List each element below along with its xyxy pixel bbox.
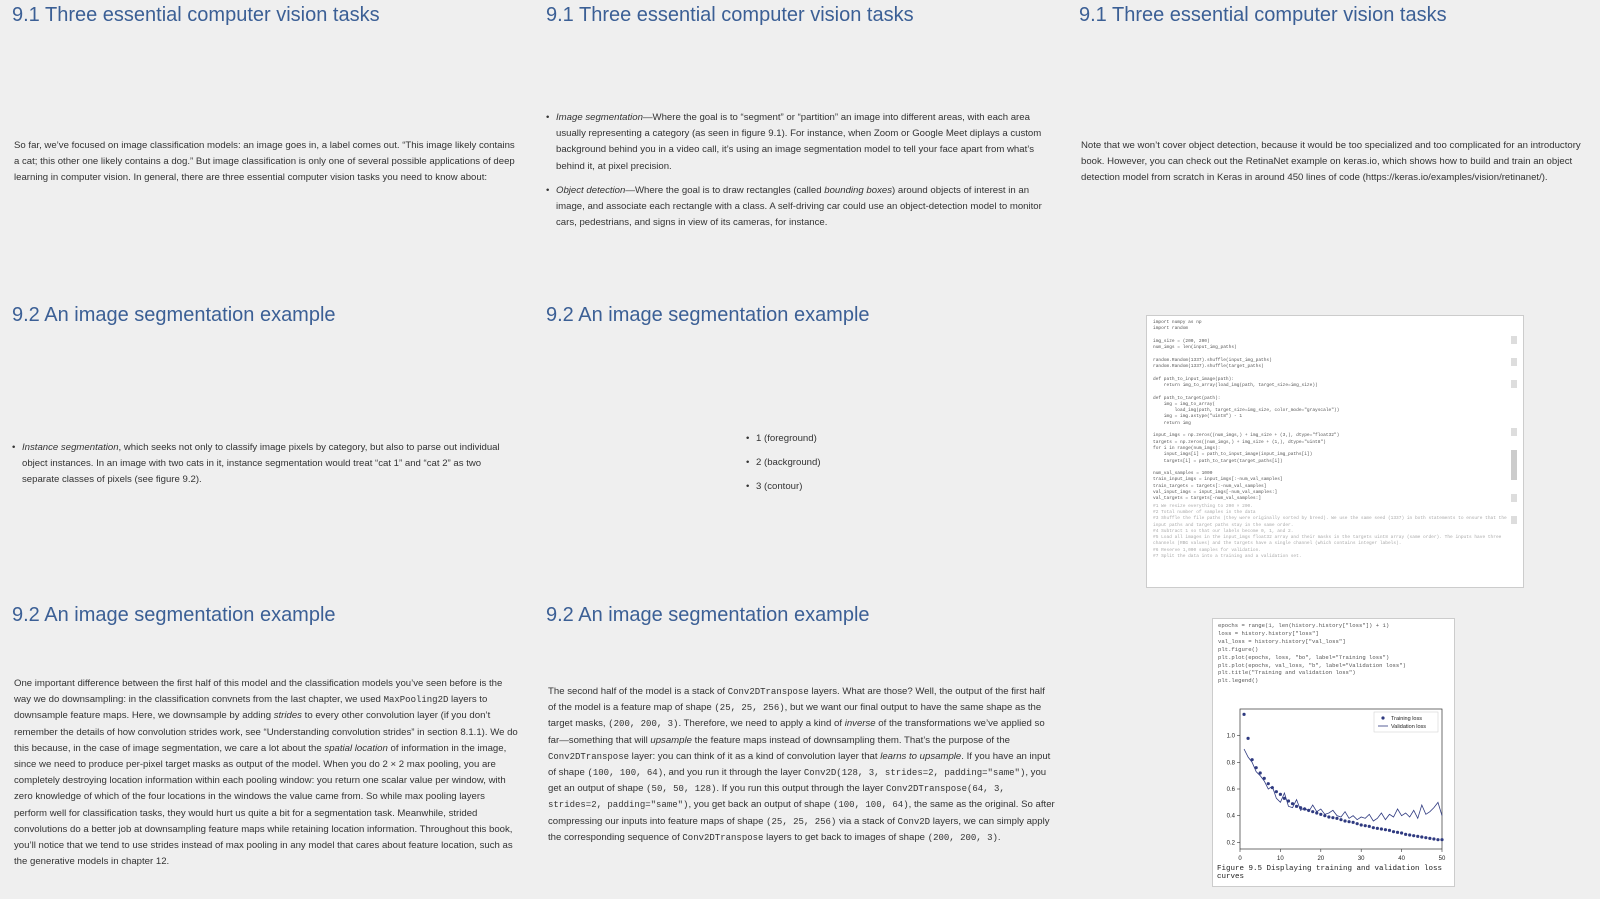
code-and-plot-screenshot	[1212, 618, 1455, 887]
inline-code: (200, 200, 3)	[927, 832, 998, 843]
training-loss-point	[1392, 830, 1395, 833]
label-item: • 3 (contour)	[746, 479, 821, 495]
training-loss-point	[1360, 823, 1363, 826]
training-loss-point	[1432, 837, 1435, 840]
label-item: • 1 (foreground)	[746, 431, 821, 447]
training-loss-point	[1424, 836, 1427, 839]
x-tick-label: 40	[1398, 856, 1405, 862]
training-loss-point	[1319, 813, 1322, 816]
bullet-term: Object detection	[556, 184, 626, 196]
bullet-term: Image segmentation	[556, 112, 643, 123]
marker	[1511, 450, 1517, 480]
annotation-markers	[1511, 336, 1519, 538]
slide-r0c1	[534, 0, 1067, 299]
code-annotations: #1 We resize everything to 200 × 200. #2 Total number of samples in the data #3 Shuffle the file paths (they were originally sorted by breed). We use the same seed (1337) in both statements to ensure that the input paths and target paths stay in the same order. #4 Subtract 1 so that our labels become 0, 1, and 2. #5 Load all images in the input_imgs float32 array and their masks in the targets uint8 array (same order). The inputs have three channels (RBG values) and the targets have a single channel (which contains integer labels). #6 Reserve 1,000 samples for validation. #7 Split the data into a training and a validation set.	[1153, 503, 1507, 559]
text-run: . Therefore, we need to apply a kind of	[678, 718, 845, 730]
training-loss-point	[1376, 827, 1379, 830]
text-run: .	[997, 831, 1001, 843]
training-loss-point	[1380, 827, 1383, 830]
emphasis: spatial location	[324, 742, 388, 754]
training-loss-point	[1267, 782, 1270, 785]
training-loss-point	[1347, 820, 1350, 823]
slide-r2c0	[0, 600, 533, 899]
marker	[1511, 358, 1517, 366]
legend-label: Training loss	[1391, 716, 1422, 722]
training-loss-point	[1295, 805, 1298, 808]
inline-code: Conv2DTranspose	[682, 832, 764, 843]
training-loss-point	[1388, 829, 1391, 832]
training-loss-point	[1356, 822, 1359, 825]
text-run: layers, we can simply apply the corresponding sequence of	[548, 815, 1050, 843]
slide-r2c2	[1067, 600, 1600, 899]
training-loss-point	[1404, 833, 1407, 836]
bullet-list	[12, 440, 519, 489]
training-loss-point	[1428, 837, 1431, 840]
slide-paragraph: Note that we won’t cover object detection, because it would be too specialized and too complicated for an introductory book. However, you can check out the RetinaNet example on keras.io, which shows how to build and train an object detection model from scratch in Keras in around 450 lines of code (https://keras.io/examples/vision/retinanet/).	[1081, 140, 1581, 184]
slide-title: 9.1 Three essential computer vision tasks	[1079, 4, 1447, 26]
label-list	[746, 431, 821, 496]
inline-code: Conv2D(128, 3, strides=2, padding="same")	[803, 768, 1026, 779]
figure-caption: Figure 9.5 Displaying training and validation loss curves	[1217, 865, 1443, 882]
text-run: . If you run this output through the layer	[716, 783, 886, 795]
slide-title: 9.1 Three essential computer vision tasks	[12, 4, 380, 26]
slide-r0c2	[1067, 0, 1600, 299]
text-run: layers to get back to images of shape	[763, 831, 928, 843]
slide-paragraph	[548, 684, 1055, 846]
training-loss-point	[1408, 833, 1411, 836]
bullet-instance-segmentation	[12, 440, 519, 489]
x-tick-label: 20	[1317, 856, 1325, 862]
inline-code: (100, 100, 64)	[587, 768, 664, 779]
inline-code: (200, 200, 3)	[608, 719, 679, 730]
slide-title: 9.2 An image segmentation example	[546, 604, 870, 626]
bullet-object-detection	[546, 183, 1053, 232]
code-block: epochs = range(1, len(history.history["loss"]) + 1) loss = history.history["loss"] val_loss = history.history["val_loss"] plt.figure() plt.plot(epochs, loss, "bo", label="Training loss") plt.plot(epochs, val_loss, "b", label="Validation loss") plt.title("Training and validation loss") plt.legend()	[1218, 622, 1406, 685]
slide-title: 9.2 An image segmentation example	[12, 604, 336, 626]
training-loss-point	[1436, 838, 1439, 841]
legend-label: Validation loss	[1391, 724, 1427, 730]
slide-r1c1	[534, 300, 1067, 599]
y-tick-label: 0.8	[1226, 760, 1235, 767]
emphasis: inverse	[844, 718, 876, 730]
x-tick-label: 50	[1438, 856, 1446, 862]
text-run: the feature maps instead of downsampling them. That’s the purpose of the	[691, 734, 1011, 746]
training-loss-point	[1343, 819, 1346, 822]
training-loss-point	[1400, 831, 1403, 834]
text-run: , the same as the original. So after compressing our inputs into feature maps of shape	[548, 799, 1055, 827]
inline-code: (100, 100, 64)	[832, 800, 909, 811]
marker	[1511, 428, 1517, 436]
inline-code: (50, 50, 128)	[646, 784, 717, 795]
inline-code: Conv2D	[897, 816, 931, 827]
training-loss-point	[1242, 713, 1245, 716]
label-item: • 2 (background)	[746, 455, 821, 471]
marker	[1511, 380, 1517, 388]
training-loss-point	[1420, 835, 1423, 838]
y-tick-label: 1.0	[1226, 733, 1235, 740]
text-run: , you get an output of shape	[548, 767, 1047, 795]
text-run: of information in the image, since we need to produce per-pixel target masks as output of the model. When you do 2 × 2 max pooling, you are completely destroying location information within each pooling window: you return one scalar value per window, with zero knowledge of which of the four locations in the windows the value came from. So while max pooling layers perform well for classification tasks, they would hurt us quite a bit for a segmentation task. Meanwhile, strided convolutions do a better job at downsampling feature maps while retaining location information. Throughout this book, you’ll notice that we tend to use strides instead of max pooling in any model that cares about feature location, such as the generative models in chapter 12.	[14, 742, 513, 868]
bullet-text: —Where the goal is to draw rectangles (called	[625, 184, 825, 196]
text-run: via a stack of	[836, 815, 898, 827]
inline-code: MaxPooling2D	[383, 695, 449, 706]
text-run: layers to downsample feature maps. Here, we downsample by adding	[14, 694, 488, 722]
bullet-text: —Where the goal is to “segment” or “partition” an image into different areas, with each area usually representing a category (as seen in figure 9.1). For instance, when Zoom or Google Meet diplays a custom background behind you in a video call, it’s using an image segmentation model to tell your face apart from what’s behind it, at pixel precision.	[556, 112, 1042, 172]
bullet-list	[546, 110, 1053, 231]
emphasis: upsample	[650, 734, 692, 746]
training-loss-point	[1368, 825, 1371, 828]
inline-code: Conv2DTranspose	[727, 687, 809, 697]
training-loss-point	[1327, 815, 1330, 818]
training-loss-point	[1412, 834, 1415, 837]
text-run: One important difference between the first half of this model and the classification models you’ve seen before is the way we do downsampling: in the classification convnets from the last chapter, we used	[14, 678, 503, 706]
x-tick-label: 10	[1277, 856, 1284, 862]
y-tick-label: 0.6	[1226, 787, 1235, 793]
text-run: , you get back an output of shape	[688, 799, 833, 811]
bullet-term: Instance segmentation	[22, 442, 119, 453]
text-run: The second half of the model is a stack of	[548, 686, 728, 697]
slide-r0c0	[0, 0, 533, 299]
training-loss-point	[1364, 824, 1367, 827]
slide-r1c0	[0, 300, 533, 599]
slide-paragraph	[14, 676, 519, 870]
slide-title: 9.1 Three essential computer vision tasks	[546, 4, 914, 26]
x-tick-label: 0	[1238, 856, 1242, 862]
text-run: layers. What are those? Well, the output of the first half of the model is a feature map of shape	[548, 686, 1045, 714]
loss-chart	[1216, 701, 1449, 871]
inline-code: Conv2DTranspose(64, 3, strides=2, padding="same")	[548, 784, 1005, 811]
inline-code: (25, 25, 256)	[714, 703, 785, 714]
slide-r1c2	[1067, 300, 1600, 599]
legend-swatch-point	[1381, 716, 1384, 719]
inline-code: Conv2DTranspose	[548, 751, 630, 762]
emphasis: learns to upsample	[880, 750, 962, 762]
marker	[1511, 494, 1517, 502]
training-loss-point	[1279, 793, 1282, 796]
slide-title: 9.2 An image segmentation example	[546, 304, 870, 326]
x-tick-label: 30	[1357, 856, 1365, 862]
training-loss-point	[1331, 816, 1334, 819]
text-run: layer: you can think of it as a kind of convolution layer that	[629, 750, 881, 762]
slide-paragraph: So far, we’ve focused on image classification models: an image goes in, a label comes out. “This image likely contains a cat; this other one likely contains a dog.” But image classification is only one of several possible applications of deep learning in computer vision. In general, there are three essential computer vision tasks you need to know about:	[14, 140, 515, 184]
slide-title: 9.2 An image segmentation example	[12, 304, 336, 326]
training-loss-point	[1246, 737, 1249, 740]
bullet-text: , which seeks not only to classify image pixels by category, but also to parse out individual object instances. In an image with two cats in it, instance segmentation would treat “cat 1” and “cat 2” as two separate classes of pixels (see figure 9.2).	[22, 442, 500, 486]
training-loss-point	[1275, 790, 1278, 793]
marker	[1511, 336, 1517, 344]
training-loss-point	[1384, 828, 1387, 831]
text-run: to every other convolution layer (if you don’t remember the details of how convolution strides work, see “Understanding convolution strides” in section 8.1.1). We do this because, in the case of image segmentation, we care a lot about the	[14, 710, 518, 754]
training-loss-point	[1372, 826, 1375, 829]
code-block: import numpy as np import random img_size = (200, 200) num_imgs = len(input_img_paths) random.Random(1337).shuffle(input_img_paths) random.Random(1337).shuffle(target_paths) def path_to_input_image(path): return img_to_array(load_img(path, target_size=img_size)) def path_to_target(path): img = img_to_array( load_img(path, target_size=img_size, color_mode="grayscale")) img = img.astype("uint8") - 1 return img input_imgs = np.zeros((num_imgs,) + img_size + (3,), dtype="float32") targets = np.zeros((num_imgs,) + img_size + (1,), dtype="uint8") for i in range(num_imgs): input_imgs[i] = path_to_input_image(input_img_paths[i]) targets[i] = path_to_target(target_paths[i]) num_val_samples = 1000 train_input_imgs = input_imgs[:-num_val_samples] train_targets = targets[:-num_val_samples] val_input_imgs = input_imgs[-num_val_samples:] val_targets = targets[-num_val_samples:]	[1153, 320, 1340, 502]
training-loss-point	[1352, 821, 1355, 824]
text-run: , and you run it through the layer	[663, 767, 804, 779]
training-loss-point	[1416, 835, 1419, 838]
code-screenshot	[1146, 315, 1524, 588]
text-run: , but we want our final output to have the same shape as the target masks,	[548, 702, 1042, 730]
training-loss-point	[1396, 831, 1399, 834]
text-run: . If you have an input of shape	[548, 750, 1051, 779]
training-loss-point	[1311, 810, 1314, 813]
y-tick-label: 0.2	[1226, 840, 1235, 847]
y-tick-label: 0.4	[1226, 813, 1235, 820]
training-loss-point	[1335, 817, 1338, 820]
inline-code: (25, 25, 256)	[766, 816, 837, 827]
training-loss-point	[1440, 838, 1443, 841]
bullet-text: ) around objects of interest in an image, and associate each rectangle with a class. A self-driving car could use an object-detection model to monitor cars, pedestrians, and signs in view of its cameras, for instance.	[556, 184, 1042, 229]
slide-r2c1	[534, 600, 1067, 899]
text-run: of the transformations we’ve applied so far—something that will	[548, 718, 1045, 746]
marker	[1511, 516, 1517, 524]
training-loss-point	[1339, 818, 1342, 821]
bullet-image-segmentation	[546, 110, 1053, 175]
emphasis: strides	[273, 710, 302, 722]
bullet-emphasis: bounding boxes	[824, 184, 892, 196]
